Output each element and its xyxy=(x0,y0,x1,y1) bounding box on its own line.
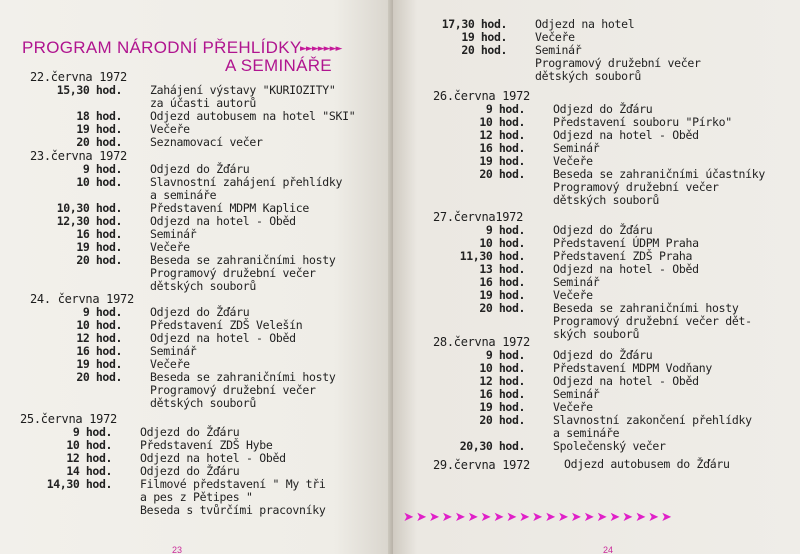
event-text: Seznamovací večer xyxy=(150,135,263,149)
event-time: 10 hod. xyxy=(479,236,525,250)
day-date: 22.června 1972 xyxy=(30,70,127,84)
event-time xyxy=(433,181,553,194)
day-block xyxy=(433,335,800,453)
day-block xyxy=(433,458,800,471)
event-time: 19 hod. xyxy=(479,288,525,302)
day-date: 26.června 1972 xyxy=(433,89,530,103)
event-time: 20 hod. xyxy=(479,167,525,181)
left-page xyxy=(0,0,393,554)
event-time: 19 hod. xyxy=(479,154,525,168)
event-time: 17,30 hod. xyxy=(441,17,507,31)
event-text: Filmové představení " My tři xyxy=(140,477,326,491)
event-text: ských souborů xyxy=(553,327,640,341)
event-time: 12 hod. xyxy=(76,331,122,345)
event-text: Odjezd na hotel - Oběd xyxy=(553,374,699,388)
event-time: 19 hod. xyxy=(76,240,122,254)
event-text: Seminář xyxy=(553,275,600,289)
event-time: 9 hod. xyxy=(485,348,525,362)
event-time: 19 hod. xyxy=(479,400,525,414)
event-text: Odjezd do Žďáru xyxy=(140,425,240,439)
event-time: 18 hod. xyxy=(76,109,122,123)
event-text: Večeře xyxy=(150,122,190,136)
event-text: Odjezd do Žďáru xyxy=(140,464,240,478)
event-time: 13 hod. xyxy=(479,262,525,276)
event-text: Programový družební večer xyxy=(553,180,719,194)
event-time: 20 hod. xyxy=(76,135,122,149)
event-text: Seminář xyxy=(553,387,600,401)
program-title-line1: PROGRAM NÁRODNÍ PŘEHLÍDKY xyxy=(22,38,302,57)
decorative-arrows: ➤➤➤➤➤➤➤➤➤➤➤➤➤➤➤➤➤➤➤➤➤ xyxy=(403,510,674,525)
event-text: Odjezd do Žďáru xyxy=(553,348,653,362)
event-text: Slavnostní zakončení přehlídky xyxy=(553,413,752,427)
schedule-row xyxy=(415,70,795,83)
event-time xyxy=(433,194,553,207)
event-time: 10 hod. xyxy=(76,318,122,332)
event-time xyxy=(30,384,150,397)
event-text: Programový družební večer xyxy=(535,56,701,70)
event-time: 20 hod. xyxy=(76,370,122,384)
event-text: Společenský večer xyxy=(553,439,666,453)
event-text: Seminář xyxy=(535,43,582,57)
event-text: Beseda s tvůrčími pracovníky xyxy=(140,503,326,517)
event-text: Programový družební večer xyxy=(150,383,316,397)
schedule-row xyxy=(20,504,393,517)
event-time: 20 hod. xyxy=(461,43,507,57)
event-time: 10 hod. xyxy=(66,438,112,452)
event-time: 16 hod. xyxy=(76,344,122,358)
title-arrows: ►►►►►►► xyxy=(300,44,342,54)
event-text: Odjezd autobusem do Žďáru xyxy=(564,457,730,471)
event-time xyxy=(415,70,535,83)
event-text: Odjezd do Žďáru xyxy=(150,305,250,319)
event-time: 10,30 hod. xyxy=(56,201,122,215)
day-date: 24. června 1972 xyxy=(30,292,134,306)
event-text: Večeře xyxy=(150,240,190,254)
event-text: Představení ÚDPM Praha xyxy=(553,236,699,250)
event-text: a pes z Pětipes " xyxy=(140,490,253,504)
schedule-row xyxy=(433,458,800,471)
event-time: 20 hod. xyxy=(76,253,122,267)
event-time xyxy=(20,491,140,504)
event-time xyxy=(30,267,150,280)
event-text: dětských souborů xyxy=(150,396,256,410)
event-text: Seminář xyxy=(150,227,197,241)
event-text: Odjezd na hotel - Oběd xyxy=(553,128,699,142)
event-text: Představení MDPM Kaplice xyxy=(150,201,309,215)
event-time: 12 hod. xyxy=(479,128,525,142)
event-text: Představení ZDŠ Velešín xyxy=(150,318,303,332)
event-text: Večeře xyxy=(553,288,593,302)
event-time: 9 hod. xyxy=(72,425,112,439)
schedule-row xyxy=(433,440,800,453)
event-time: 9 hod. xyxy=(82,162,122,176)
event-text: Odjezd autobusem na hotel "SKI" xyxy=(150,109,356,123)
event-text: a semináře xyxy=(150,188,217,202)
event-text: za účasti autorů xyxy=(150,96,256,110)
day-block xyxy=(20,412,393,517)
day-block xyxy=(433,89,800,207)
event-text: Slavnostní zahájení přehlídky xyxy=(150,175,343,189)
event-time: 19 hod. xyxy=(76,357,122,371)
page-number-right: 24 xyxy=(603,545,614,554)
day-block xyxy=(433,210,800,341)
event-time xyxy=(415,57,535,70)
event-text: Seminář xyxy=(553,141,600,155)
event-time: 20 hod. xyxy=(479,301,525,315)
schedule-row xyxy=(30,397,393,410)
day-block xyxy=(30,70,393,149)
event-time xyxy=(433,315,553,328)
event-text: Odjezd na hotel - Oběd xyxy=(150,331,296,345)
event-text: Odjezd na hotel - Oběd xyxy=(150,214,296,228)
event-text: a semináře xyxy=(553,426,620,440)
event-text: dětských souborů xyxy=(535,69,641,83)
day-date: 25.června 1972 xyxy=(20,412,117,426)
event-text: Beseda se zahraničními účastníky xyxy=(553,167,765,181)
event-time: 12 hod. xyxy=(479,374,525,388)
event-text: Večeře xyxy=(553,400,593,414)
event-time: 14 hod. xyxy=(66,464,112,478)
event-time: 14,30 hod. xyxy=(46,477,112,491)
event-time: 11,30 hod. xyxy=(459,249,525,263)
day-date: 29.června 1972 xyxy=(433,458,530,472)
event-text: Představení ZDŠ Hybe xyxy=(140,438,273,452)
schedule-row xyxy=(30,136,393,149)
event-time: 15,30 hod. xyxy=(56,83,122,97)
event-text: Seminář xyxy=(150,344,197,358)
event-time: 19 hod. xyxy=(76,122,122,136)
event-text: Odjezd do Žďáru xyxy=(150,162,250,176)
program-title-line2: A SEMINÁŘE xyxy=(225,56,332,75)
event-time: 10 hod. xyxy=(76,175,122,189)
event-time: 10 hod. xyxy=(479,115,525,129)
event-text: Představení souboru "Pírko" xyxy=(553,115,732,129)
event-time: 20,30 hod. xyxy=(459,439,525,453)
event-text: Představení ZDŠ Praha xyxy=(553,249,693,263)
event-text: Večeře xyxy=(150,357,190,371)
event-time: 12 hod. xyxy=(66,451,112,465)
day-date: 23.června 1972 xyxy=(30,149,127,163)
event-time: 20 hod. xyxy=(479,413,525,427)
event-time: 12,30 hod. xyxy=(56,214,122,228)
event-text: Odjezd do Žďáru xyxy=(553,223,653,237)
continued-block xyxy=(415,18,795,83)
event-text: Odjezd na hotel - Oběd xyxy=(140,451,286,465)
event-time xyxy=(30,397,150,410)
event-time xyxy=(20,504,140,517)
event-text: Odjezd na hotel - Oběd xyxy=(553,262,699,276)
event-text: Programový družební večer dět- xyxy=(553,314,752,328)
event-text: Beseda se zahraničními hosty xyxy=(150,253,336,267)
event-time: 9 hod. xyxy=(82,305,122,319)
event-text: Beseda se zahraničními hosty xyxy=(150,370,336,384)
event-text: dětských souborů xyxy=(150,279,256,293)
event-text: Zahájení výstavy "KURIOZITY" xyxy=(150,83,336,97)
event-time: 9 hod. xyxy=(485,223,525,237)
day-block xyxy=(30,292,393,410)
event-text: dětských souborů xyxy=(553,193,659,207)
event-time: 16 hod. xyxy=(479,141,525,155)
event-time: 10 hod. xyxy=(479,361,525,375)
schedule-row xyxy=(433,194,800,207)
event-text: Představení MDPM Vodňany xyxy=(553,361,712,375)
page-number-left: 23 xyxy=(172,545,183,554)
event-time: 9 hod. xyxy=(485,102,525,116)
event-time: 19 hod. xyxy=(461,30,507,44)
day-block xyxy=(30,149,393,293)
event-text: Odjezd do Žďáru xyxy=(553,102,653,116)
event-text: Večeře xyxy=(553,154,593,168)
event-time: 16 hod. xyxy=(76,227,122,241)
event-text: Večeře xyxy=(535,30,575,44)
right-page xyxy=(393,0,800,554)
day-date: 28.června 1972 xyxy=(433,335,530,349)
event-text: Odjezd na hotel xyxy=(535,17,635,31)
event-time: 16 hod. xyxy=(479,275,525,289)
day-date: 27.června1972 xyxy=(433,210,524,224)
event-text: Beseda se zahraničními hosty xyxy=(553,301,739,315)
event-time: 16 hod. xyxy=(479,387,525,401)
event-text: Programový družební večer xyxy=(150,266,316,280)
